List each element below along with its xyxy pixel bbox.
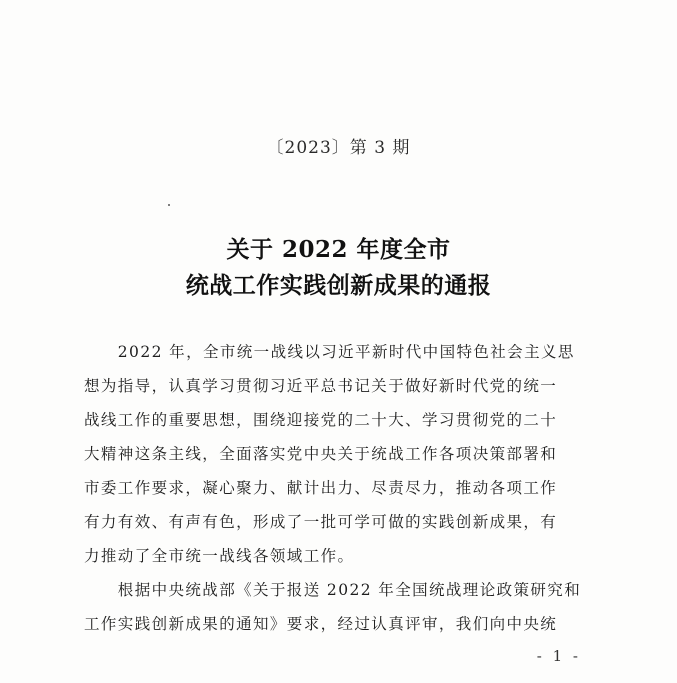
body-paragraph-line: 战线工作的重要思想，围绕迎接党的二十大、学习贯彻党的二十 bbox=[84, 411, 558, 429]
body-paragraph-line: 有力有效、有声有色，形成了一批可学可做的实践创新成果，有 bbox=[84, 513, 558, 531]
body-paragraph-line: 2022 年，全市统一战线以习近平新时代中国特色社会主义思 bbox=[84, 343, 575, 361]
body-paragraph-line: 力推动了全市统一战线各领域工作。 bbox=[84, 547, 355, 565]
document-title-line-1: 关于 2022 年度全市 bbox=[226, 236, 451, 263]
issue-number: 〔2023〕第 3 期 bbox=[266, 138, 411, 158]
page-number: - 1 - bbox=[536, 647, 581, 665]
body-paragraph-line: 想为指导，认真学习贯彻习近平总书记关于做好新时代党的统一 bbox=[84, 377, 558, 395]
body-paragraph-line: 大精神这条主线，全面落实党中央关于统战工作各项决策部署和 bbox=[84, 445, 558, 463]
document-title-line-2: 统战工作实践创新成果的通报 bbox=[185, 272, 492, 299]
body-paragraph-line: 工作实践创新成果的通知》要求，经过认真评审，我们向中央统 bbox=[84, 615, 558, 633]
body-paragraph-line: 根据中央统战部《关于报送 2022 年全国统战理论政策研究和 bbox=[84, 581, 582, 599]
body-paragraph-line: 市委工作要求，凝心聚力、献计出力、尽责尽力，推动各项工作 bbox=[84, 479, 558, 497]
scan-speck bbox=[168, 204, 170, 206]
